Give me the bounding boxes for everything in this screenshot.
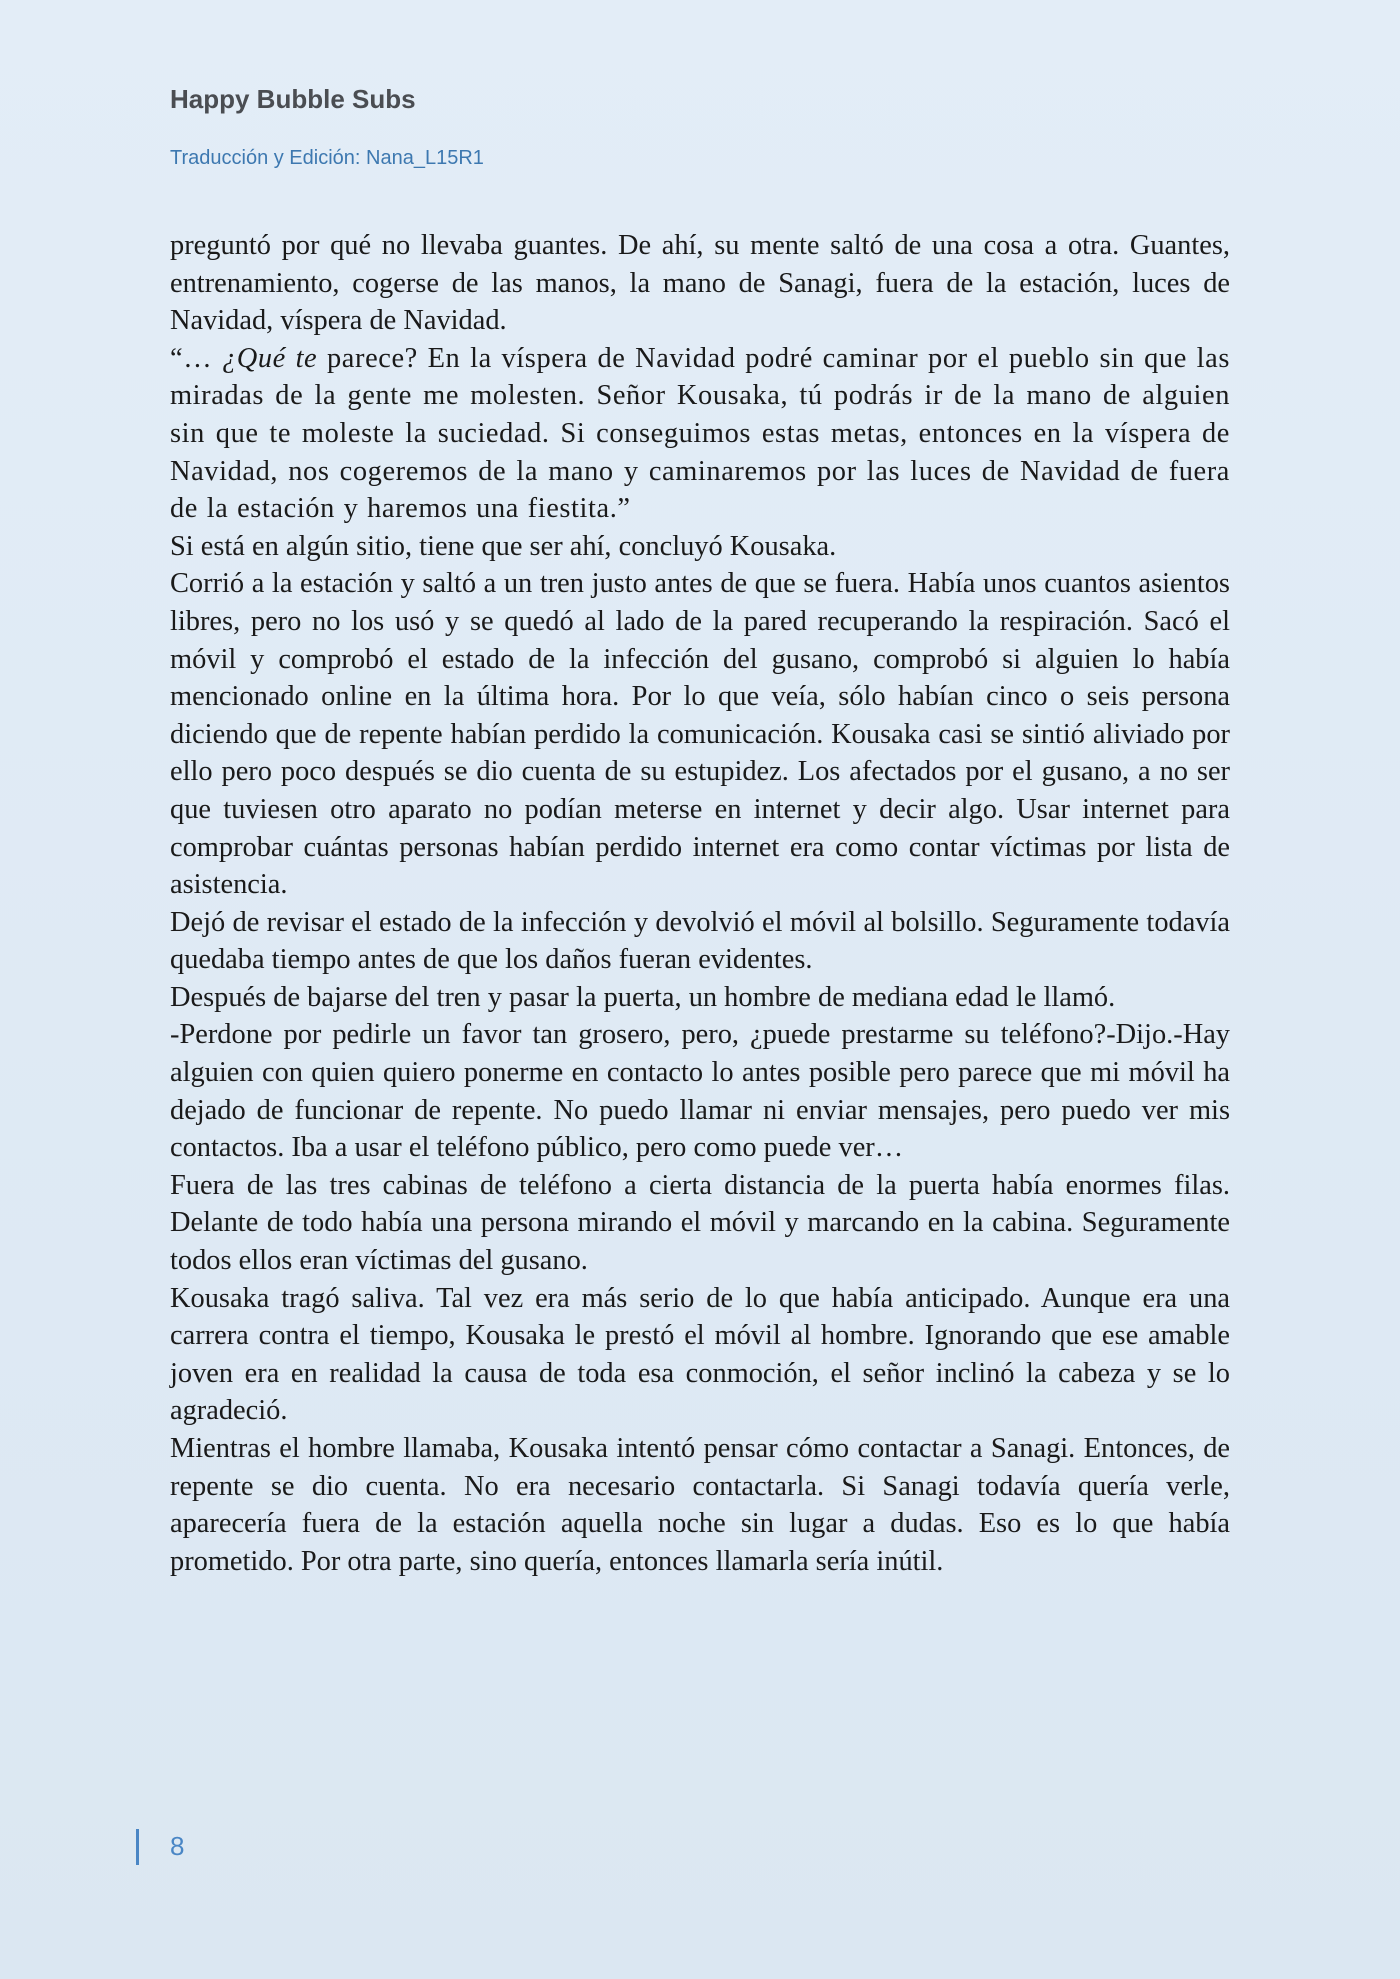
body-text xyxy=(170,227,1230,1580)
quote-open: “… xyxy=(170,342,222,374)
page-number: 8 xyxy=(170,1831,185,1861)
paragraph: Si está en algún sitio, tiene que ser ahí, concluyó Kousaka. xyxy=(170,530,837,562)
paragraph: Fuera de las tres cabinas de teléfono a cierta distancia de la puerta había enormes filas. Delante de todo había una persona mirando el móvil y marcando en la cabina. Seguramente todos ellos eran víctimas del gusano. xyxy=(170,1169,1230,1277)
paragraph: -Perdone por pedirle un favor tan grosero, pero, ¿puede prestarme su teléfono?-Dijo.-Hay alguien con quien quiero ponerme en contacto lo antes posible pero parece que mi móvil ha dejado de funcionar de repente. No puedo llamar ni enviar mensajes, pero puedo ver mis contactos. Iba a usar el teléfono público, pero como puede ver… xyxy=(170,1019,1230,1164)
paragraph: Corrió a la estación y saltó a un tren justo antes de que se fuera. Había unos cuantos asientos libres, pero no los usó y se quedó al lado de la pared recuperando la respiración. Sacó el móvil y comprobó el estado de la infección del gusano, comprobó si alguien lo había mencionado online en la última hora. Por lo que veía, sólo habían cinco o seis persona diciendo que de repente habían perdido la comunicación. Kousaka casi se sintió aliviado por ello pero poco después se dio cuenta de su estupidez. Los afectados por el gusano, a no ser que tuviesen otro aparato no podían meterse en internet y decir algo. Usar internet para comprobar cuántas personas habían perdido internet era como contar víctimas por lista de asistencia. xyxy=(170,568,1230,901)
paragraph: Después de bajarse del tren y pasar la puerta, un hombre de mediana edad le llamó. xyxy=(170,981,1116,1013)
quote-italic: ¿Qué te xyxy=(221,342,318,374)
footer-accent-bar xyxy=(136,1829,139,1865)
paragraph: Dejó de revisar el estado de la infección y devolvió el móvil al bolsillo. Seguramente todavía quedaba tiempo antes de que los daños fueran evidentes. xyxy=(170,906,1230,976)
paragraph: preguntó por qué no llevaba guantes. De ahí, su mente saltó de una cosa a otra. Guantes, entrenamiento, cogerse de las manos, la mano de Sanagi, fuera de la estación, luces de Navidad, víspera de Navidad. xyxy=(170,230,1230,337)
paragraph: Kousaka tragó saliva. Tal vez era más serio de lo que había anticipado. Aunque era una carrera contra el tiempo, Kousaka le prestó el móvil al hombre. Ignorando que ese amable joven era en realidad la causa de toda esa conmoción, el señor inclinó la cabeza y se lo agradeció. xyxy=(170,1282,1230,1427)
header-title: Happy Bubble Subs xyxy=(170,84,416,114)
header-subtitle: Traducción y Edición: Nana_L15R1 xyxy=(170,147,484,169)
quote-paragraph xyxy=(170,340,1230,528)
paragraph: Mientras el hombre llamaba, Kousaka intentó pensar cómo contactar a Sanagi. Entonces, de repente se dio cuenta. No era necesario contactarla. Si Sanagi todavía quería verle, aparecería fuera de la estación aquella noche sin lugar a dudas. Eso es lo que había prometido. Por otra parte, sino quería, entonces llamarla sería inútil. xyxy=(170,1433,1230,1577)
quote-text: parece? En la víspera de Navidad podré caminar por el pueblo sin que las miradas de la gente me molesten. Señor Kousaka, tú podrás ir de la mano de alguien sin que te moleste la suciedad. Si conseguimos estas metas, entonces en la víspera de Navidad, nos cogeremos de la mano y caminaremos por las luces de Navidad de fuera de la estación y haremos una fiestita.” xyxy=(170,342,1231,525)
